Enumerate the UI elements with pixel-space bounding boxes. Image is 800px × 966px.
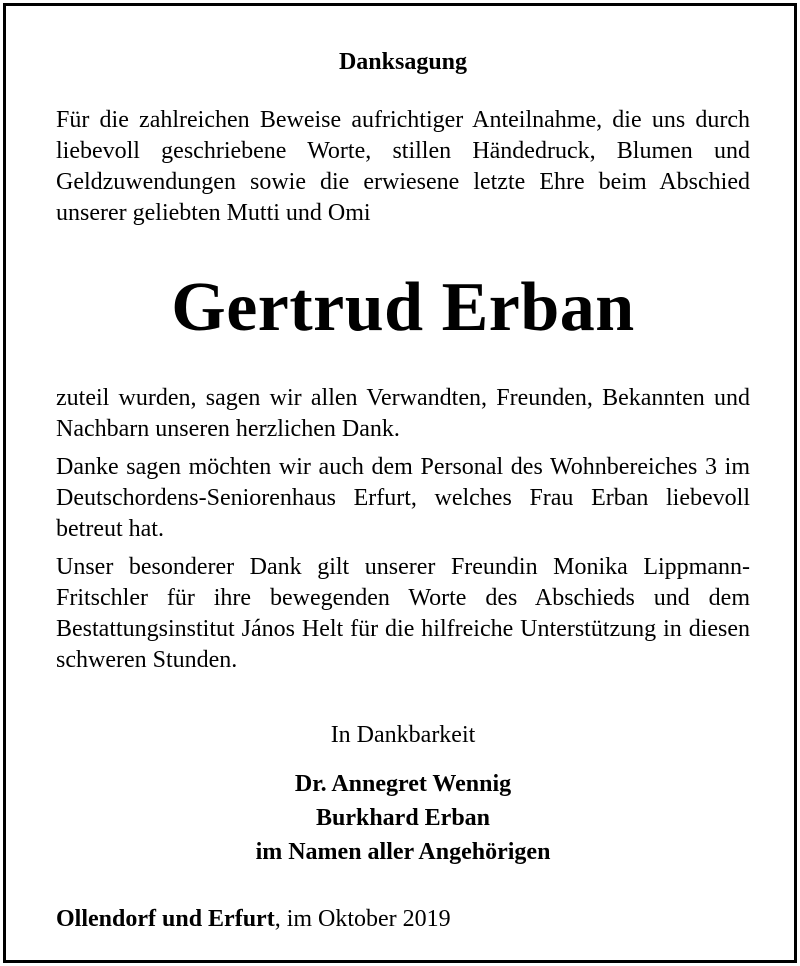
place-date-line [56,904,750,935]
signer-name: Burkhard Erban [315,805,491,831]
date-text: , im Oktober 2019 [274,906,451,932]
special-thanks-paragraph: Unser besonderer Dank gilt unserer Freundin Monika Lippmann-Fritschler für ihre bewegenden Worte des Abschieds und dem Bestattungsinstitut János Helt für die hilfreiche Unterstützung in diesen schweren Stunden. [56,554,750,673]
thanks-paragraph: zuteil wurden, sagen wir allen Verwandten, Freunden, Bekannten und Nachbarn unseren herzlichen Dank. [56,385,750,442]
signer-relation: im Namen aller Angehörigen [255,839,551,865]
intro-paragraph: Für die zahlreichen Beweise aufrichtiger Anteilnahme, die uns durch liebevoll geschriebene Worte, stillen Händedruck, Blumen und Geldzuwendungen sowie die erwiesene letzte Ehre beim Abschied unserer geliebten Mutti und Omi [56,107,750,226]
signers-block [56,769,750,871]
deceased-name: Gertrud Erban [171,269,635,346]
closing-phrase: In Dankbarkeit [330,722,476,748]
signer-name: Dr. Annegret Wennig [294,771,512,797]
heading: Danksagung [338,49,468,75]
announcement-frame [3,3,797,963]
staff-thanks-paragraph: Danke sagen möchten wir auch dem Personal des Wohnbereiches 3 im Deutschordens-Seniorenhaus Erfurt, welches Frau Erban liebevoll betreut hat. [56,454,750,542]
place-name: Ollendorf und Erfurt [56,906,275,932]
